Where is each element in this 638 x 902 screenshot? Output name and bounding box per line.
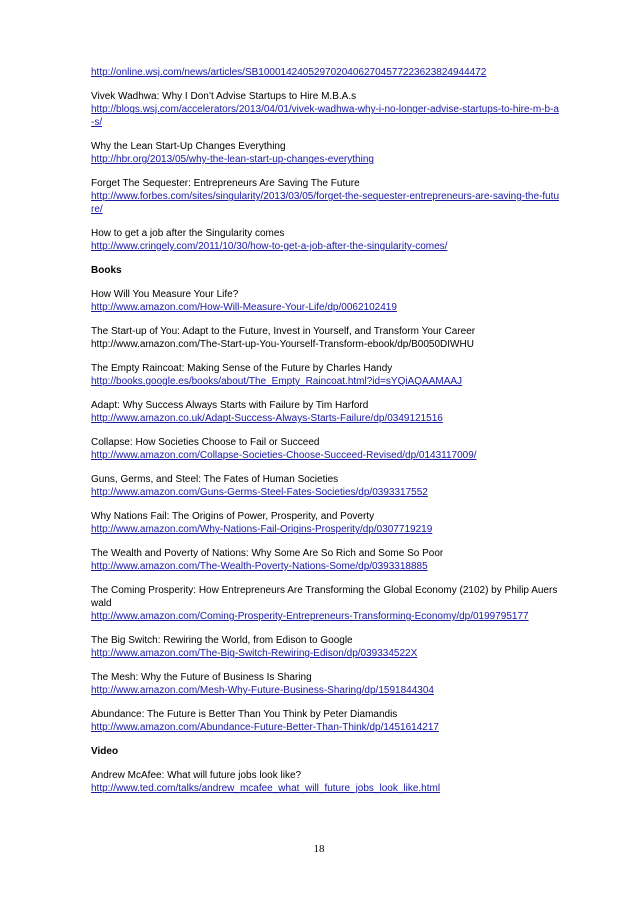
reference-link[interactable]: http://online.wsj.com/news/articles/SB10001424052970204062704577223623824944472 <box>91 67 487 78</box>
reference-link[interactable]: http://www.amazon.com/Coming-Prosperity-Entrepreneurs-Transforming-Economy/dp/0199795177 <box>91 611 529 622</box>
reference-entry <box>91 510 561 536</box>
reference-title: Collapse: How Societies Choose to Fail or Succeed <box>91 437 320 448</box>
reference-entry <box>91 436 561 462</box>
reference-link[interactable]: http://blogs.wsj.com/accelerators/2013/04/01/vivek-wadhwa-why-i-no-longer-advise-startups-to-hire-m-b-a-s/ <box>91 104 559 128</box>
reference-entry <box>91 769 561 795</box>
reference-link[interactable]: http://hbr.org/2013/05/why-the-lean-start-up-changes-everything <box>91 154 374 165</box>
reference-title: Why Nations Fail: The Origins of Power, Prosperity, and Poverty <box>91 511 375 522</box>
reference-title: The Mesh: Why the Future of Business Is Sharing <box>91 672 312 683</box>
reference-url-text: http://www.amazon.com/The-Start-up-You-Yourself-Transform-ebook/dp/B0050DIWHU <box>91 339 474 350</box>
reference-title: Adapt: Why Success Always Starts with Failure by Tim Harford <box>91 400 369 411</box>
reference-link[interactable]: http://www.ted.com/talks/andrew_mcafee_what_will_future_jobs_look_like.html <box>91 783 441 794</box>
reference-entry <box>91 399 561 425</box>
reference-entry <box>91 66 561 79</box>
reference-title: The Empty Raincoat: Making Sense of the Future by Charles Handy <box>91 363 393 374</box>
reference-entry <box>91 288 561 314</box>
reference-title: Forget The Sequester: Entrepreneurs Are Saving The Future <box>91 178 360 189</box>
reference-entry <box>91 362 561 388</box>
reference-title: The Coming Prosperity: How Entrepreneurs Are Transforming the Global Economy (2102) by Philip Auerswald <box>91 585 558 609</box>
page-number: 18 <box>313 843 325 855</box>
reference-entry <box>91 547 561 573</box>
reference-title: The Start-up of You: Adapt to the Future, Invest in Yourself, and Transform Your Career <box>91 326 476 337</box>
reference-entry <box>91 708 561 734</box>
reference-title: The Big Switch: Rewiring the World, from Edison to Google <box>91 635 353 646</box>
reference-link[interactable]: http://www.amazon.co.uk/Adapt-Success-Always-Starts-Failure/dp/0349121516 <box>91 413 443 424</box>
reference-entry <box>91 325 561 351</box>
reference-title: How to get a job after the Singularity comes <box>91 228 285 239</box>
reference-link[interactable]: http://www.cringely.com/2011/10/30/how-to-get-a-job-after-the-singularity-comes/ <box>91 241 448 252</box>
section-heading: Books <box>91 265 122 276</box>
reference-entry <box>91 473 561 499</box>
reference-title: Vivek Wadhwa: Why I Don’t Advise Startups to Hire M.B.A.s <box>91 91 357 102</box>
reference-title: Why the Lean Start-Up Changes Everything <box>91 141 286 152</box>
reference-link[interactable]: http://www.amazon.com/How-Will-Measure-Your-Life/dp/0062102419 <box>91 302 397 313</box>
reference-title: The Wealth and Poverty of Nations: Why Some Are So Rich and Some So Poor <box>91 548 444 559</box>
reference-link[interactable]: http://www.forbes.com/sites/singularity/2013/03/05/forget-the-sequester-entrepreneurs-are-saving-the-future/ <box>91 191 560 215</box>
reference-link[interactable]: http://www.amazon.com/Abundance-Future-Better-Than-Think/dp/1451614217 <box>91 722 439 733</box>
reference-title: Guns, Germs, and Steel: The Fates of Human Societies <box>91 474 339 485</box>
reference-link[interactable]: http://books.google.es/books/about/The_Empty_Raincoat.html?id=sYQiAQAAMAAJ <box>91 376 463 387</box>
reference-entry <box>91 584 561 623</box>
reference-link[interactable]: http://www.amazon.com/The-Wealth-Poverty-Nations-Some/dp/0393318885 <box>91 561 428 572</box>
reference-entry <box>91 671 561 697</box>
reference-link[interactable]: http://www.amazon.com/Why-Nations-Fail-Origins-Prosperity/dp/0307719219 <box>91 524 433 535</box>
reference-link[interactable]: http://www.amazon.com/Collapse-Societies-Choose-Succeed-Revised/dp/0143117009/ <box>91 450 477 461</box>
reference-title: Andrew McAfee: What will future jobs look like? <box>91 770 302 781</box>
reference-link[interactable]: http://www.amazon.com/Guns-Germs-Steel-Fates-Societies/dp/0393317552 <box>91 487 428 498</box>
reference-entry <box>91 634 561 660</box>
reference-entry <box>91 227 561 253</box>
reference-entry <box>91 177 561 216</box>
reference-title: How Will You Measure Your Life? <box>91 289 239 300</box>
reference-entry <box>91 140 561 166</box>
section-heading: Video <box>91 746 119 757</box>
reference-link[interactable]: http://www.amazon.com/The-Big-Switch-Rewiring-Edison/dp/039334522X <box>91 648 418 659</box>
reference-title: Abundance: The Future is Better Than You Think by Peter Diamandis <box>91 709 398 720</box>
reference-entry <box>91 90 561 129</box>
reference-link[interactable]: http://www.amazon.com/Mesh-Why-Future-Business-Sharing/dp/1591844304 <box>91 685 434 696</box>
document-page <box>91 66 561 806</box>
